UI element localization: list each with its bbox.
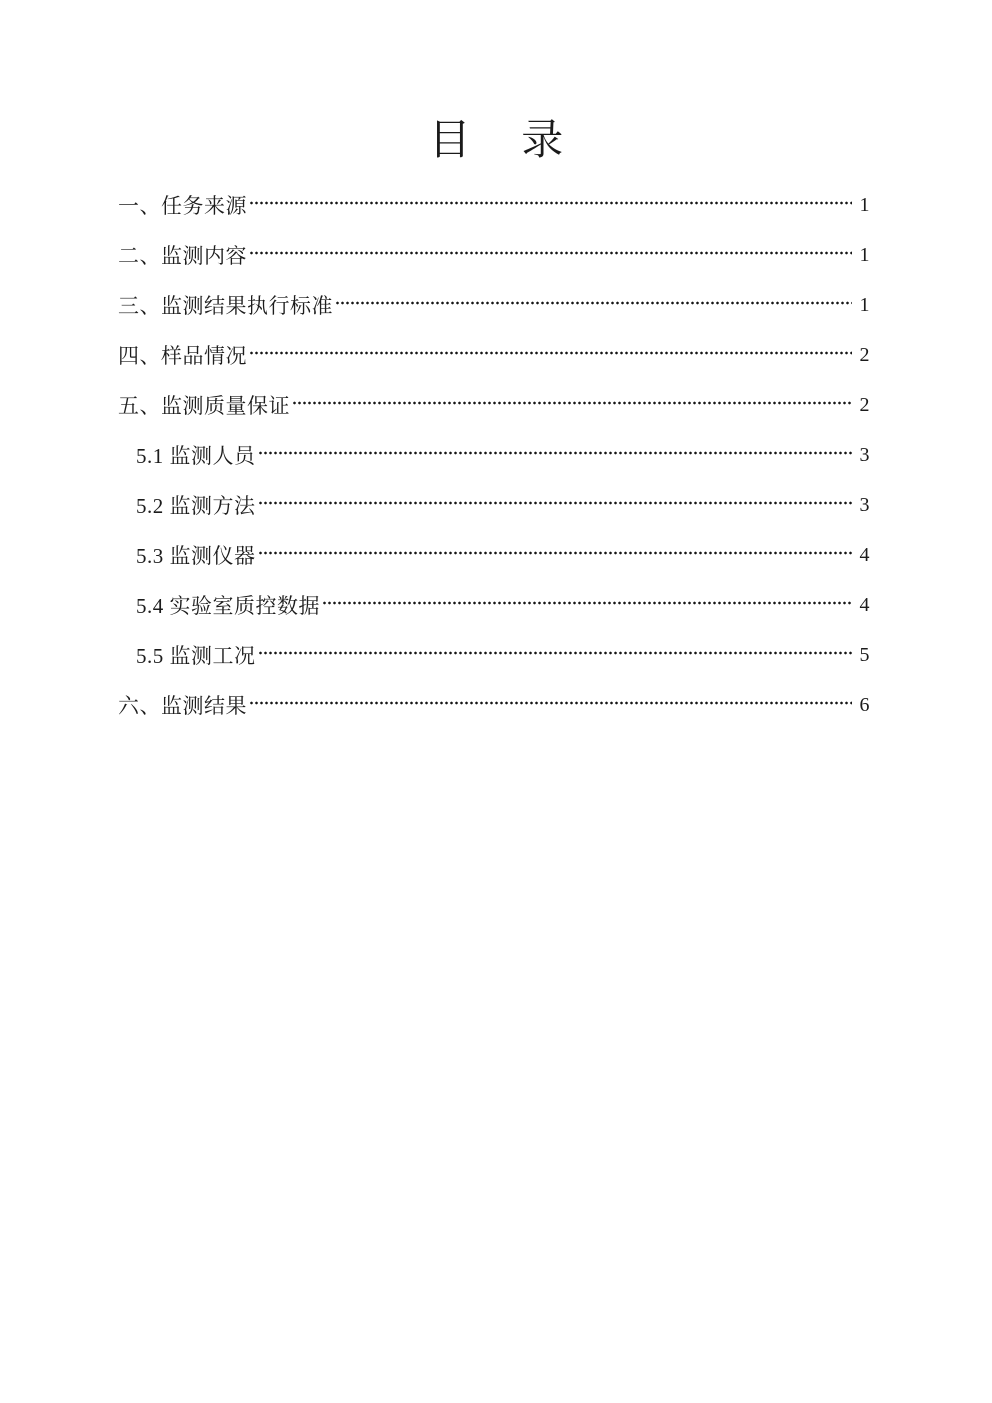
toc-entry[interactable]	[118, 430, 870, 480]
toc-entry-page-number: 2	[859, 393, 870, 416]
dot-leader	[258, 445, 853, 465]
dot-leader	[258, 545, 853, 565]
dot-leader	[322, 595, 852, 615]
toc-entry-label: 一、任务来源	[118, 194, 247, 218]
toc-entry[interactable]	[118, 580, 870, 630]
toc-entry-label: 二、监测内容	[118, 244, 247, 268]
toc-entry-label: 三、监测结果执行标准	[118, 294, 333, 318]
toc-entry[interactable]	[118, 330, 870, 380]
toc-entry[interactable]	[118, 630, 870, 680]
dot-leader	[292, 395, 852, 415]
toc-entry-label: 六、监测结果	[118, 694, 247, 718]
toc-entry-page-number: 1	[859, 293, 870, 316]
toc-entry-page-number: 1	[859, 243, 870, 266]
toc-entry-page-number: 3	[859, 443, 870, 466]
toc-entry-page-number: 4	[859, 593, 870, 616]
toc-entry[interactable]	[118, 230, 870, 280]
toc-entry-page-number: 3	[859, 493, 870, 516]
dot-leader	[249, 695, 852, 715]
toc-entry-label: 5.1 监测人员	[136, 444, 256, 468]
toc-entry-page-number: 1	[859, 193, 870, 216]
toc-entry[interactable]	[118, 680, 870, 730]
dot-leader	[258, 495, 853, 515]
toc-entry-page-number: 5	[859, 643, 870, 666]
toc-entry-page-number: 6	[859, 693, 870, 716]
toc-entry-label: 5.4 实验室质控数据	[136, 594, 320, 618]
table-of-contents	[0, 180, 992, 730]
dot-leader	[335, 295, 852, 315]
toc-entry[interactable]	[118, 280, 870, 330]
dot-leader	[258, 645, 853, 665]
toc-entry-page-number: 4	[859, 543, 870, 566]
toc-entry[interactable]	[118, 480, 870, 530]
dot-leader	[249, 245, 852, 265]
page-title: 目 录	[428, 118, 584, 164]
dot-leader	[249, 195, 852, 215]
toc-entry-label: 5.5 监测工况	[136, 644, 256, 668]
toc-entry-label: 四、样品情况	[118, 344, 247, 368]
toc-entry[interactable]	[118, 380, 870, 430]
toc-entry-label: 5.3 监测仪器	[136, 544, 256, 568]
toc-entry-label: 五、监测质量保证	[118, 394, 290, 418]
toc-entry-label: 5.2 监测方法	[136, 494, 256, 518]
dot-leader	[249, 345, 852, 365]
toc-entry-page-number: 2	[859, 343, 870, 366]
toc-entry[interactable]	[118, 530, 870, 580]
toc-entry[interactable]	[118, 180, 870, 230]
